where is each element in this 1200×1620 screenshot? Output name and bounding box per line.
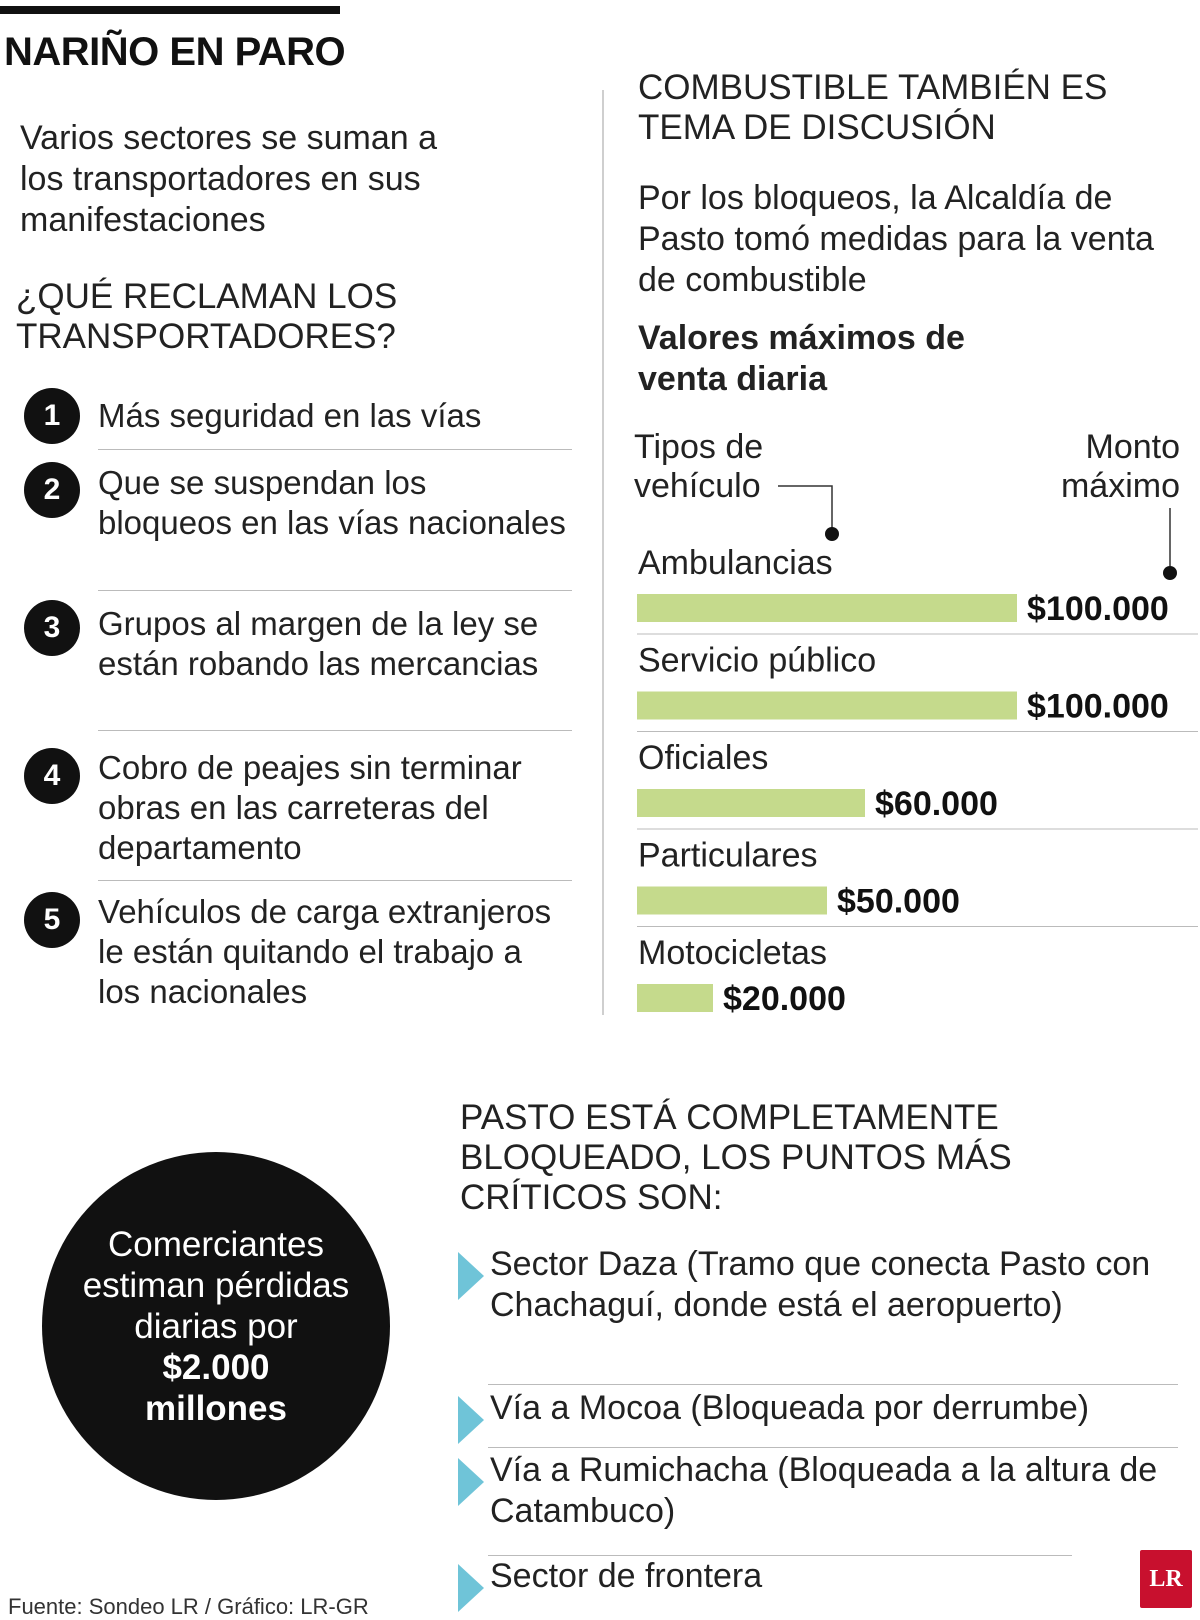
fuel-intro: Por los bloqueos, la Alcaldía de Pasto tomó medidas para la venta de combustible <box>638 179 1154 299</box>
claim-number-badge: 1 <box>24 388 80 444</box>
value-label: $50.000 <box>837 882 960 921</box>
blocked-title: PASTO ESTÁ COMPLETAMENTE BLOQUEADO, LOS PUNTOS MÁS CRÍTICOS SON: <box>460 1098 1012 1217</box>
blocked-divider <box>488 1447 1178 1448</box>
claim-number-badge: 3 <box>24 600 80 656</box>
value-bar <box>637 789 865 817</box>
losses-callout <box>42 1152 390 1500</box>
category-label: Oficiales <box>638 739 769 777</box>
claim-number-badge: 5 <box>24 892 80 948</box>
value-label: $100.000 <box>1027 687 1169 726</box>
value-label: $20.000 <box>723 980 846 1018</box>
value-header-label: máximo <box>1060 467 1180 505</box>
blocked-point-text: Vía a Rumichacha (Bloqueada a la altura de Catambuco) <box>490 1451 1158 1530</box>
callout-unit: millones <box>145 1388 287 1428</box>
value-label: $100.000 <box>1027 590 1169 628</box>
category-label: Particulares <box>638 836 818 875</box>
category-label: Motocicletas <box>638 934 827 972</box>
triangle-bullet-icon <box>458 1396 484 1444</box>
claim-text: Cobro de peajes sin terminar obras en las carreteras del departamento <box>98 749 522 866</box>
callout-text: Comerciantes estiman pérdidas diarias por <box>82 1224 350 1346</box>
triangle-bullet-icon <box>458 1564 484 1612</box>
blocked-point-text: Sector Daza (Tramo que conecta Pasto con Chachaguí, donde está el aeropuerto) <box>490 1245 1151 1324</box>
callout-amount: $2.000 <box>162 1347 270 1387</box>
page-title: NARIÑO EN PARO <box>4 30 346 74</box>
value-bar <box>637 594 1017 622</box>
category-label: Servicio público <box>638 641 877 680</box>
fuel-title: COMBUSTIBLE TAMBIÉN ES TEMA DE DISCUSIÓN <box>638 68 1108 147</box>
claims-title: ¿QUÉ RECLAMAN LOS TRANSPORTADORES? <box>16 277 398 356</box>
claim-text: Más seguridad en las vías <box>98 397 482 434</box>
value-bar <box>637 984 713 1012</box>
value-bar <box>637 692 1017 720</box>
value-label: $60.000 <box>875 785 998 823</box>
triangle-bullet-icon <box>458 1458 484 1506</box>
value-bar <box>637 887 827 915</box>
blocked-point-text: Vía a Mocoa (Bloqueada por derrumbe) <box>490 1389 1090 1427</box>
claim-text: Que se suspendan los bloqueos en las vías nacionales <box>98 464 566 541</box>
leader-dot <box>825 527 839 541</box>
max-values-subtitle: Valores máximos de venta diaria <box>638 319 965 398</box>
lr-logo: LR <box>1140 1550 1192 1608</box>
claim-text: Grupos al margen de la ley se están robando las mercancias <box>98 605 539 682</box>
claim-number-badge: 4 <box>24 748 80 804</box>
category-label: Ambulancias <box>638 544 833 582</box>
triangle-bullet-icon <box>458 1252 484 1300</box>
claim-text: Vehículos de carga extranjeros le están quitando el trabajo a los nacionales <box>98 893 552 1010</box>
blocked-point-text: Sector de frontera <box>490 1557 763 1595</box>
x-header-leader-line <box>778 486 832 532</box>
x-header-label: vehículo <box>634 467 761 505</box>
x-header-label: Tipos de <box>634 428 764 466</box>
blocked-divider <box>488 1384 1178 1385</box>
source-credit: Fuente: Sondeo LR / Gráfico: LR-GR <box>8 1594 369 1619</box>
claim-number-badge: 2 <box>24 462 80 518</box>
intro-text: Varios sectores se suman a los transportadores en sus manifestaciones <box>20 119 437 239</box>
value-header-label: Monto <box>1085 428 1180 466</box>
leader-dot <box>1163 566 1177 580</box>
